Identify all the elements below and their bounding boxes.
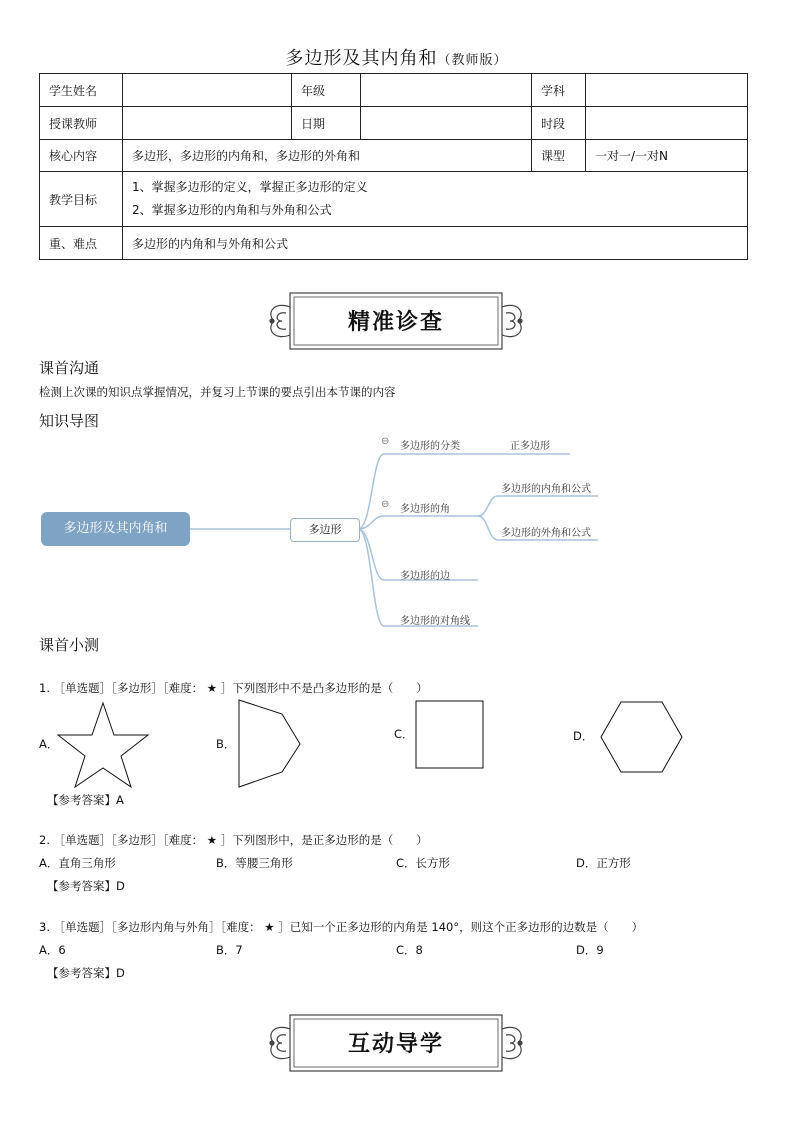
star-shape — [58, 703, 148, 787]
subject-label: 学科 — [532, 74, 586, 107]
title-sub: （教师版） — [437, 53, 508, 68]
type-label: 课型 — [532, 140, 586, 172]
q3-option-d[interactable]: D．9 — [576, 943, 604, 957]
heading-knowledge-map: 知识导图 — [39, 412, 100, 430]
mindmap-branch-diagonal[interactable]: 多边形的对角线 — [400, 616, 470, 627]
q2-option-c[interactable]: C．长方形 — [396, 856, 451, 870]
student-label: 学生姓名 — [40, 74, 123, 107]
mindmap-branch-side[interactable]: 多边形的边 — [400, 571, 450, 582]
type-value: 一对一/一对N — [586, 140, 748, 172]
collapse-icon[interactable]: ⊖ — [381, 499, 390, 510]
q3-option-a[interactable]: A．6 — [39, 943, 66, 957]
core-label: 核心内容 — [40, 140, 123, 172]
q3-option-c[interactable]: C．8 — [396, 943, 423, 957]
mindmap-branch-angle[interactable]: 多边形的角 — [400, 504, 450, 515]
title-main: 多边形及其内角和 — [285, 48, 438, 69]
period-label: 时段 — [532, 107, 586, 140]
question-1-stem: 1. ［单选题］［多边形］［难度： ★ ］下列图形中不是凸多边形的是（ ） — [39, 681, 428, 695]
key-value: 多边形的内角和与外角和公式 — [123, 227, 748, 260]
q2-option-b[interactable]: B．等腰三角形 — [216, 856, 293, 870]
mindmap-leaf-inner[interactable]: 多边形的内角和公式 — [501, 484, 591, 495]
q2-option-a[interactable]: A．直角三角形 — [39, 856, 116, 870]
goal-line-2: 2、掌握多边形的内角和与外角和公式 — [132, 203, 332, 217]
core-value: 多边形，多边形的内角和，多边形的外角和 — [123, 140, 532, 172]
heading-pre-test: 课首小测 — [39, 636, 100, 654]
key-label: 重、难点 — [40, 227, 123, 260]
q3-option-b[interactable]: B．7 — [216, 943, 243, 957]
q3-answer: 【参考答案】D — [47, 966, 125, 980]
teacher-label: 授课教师 — [40, 107, 123, 140]
pentagon-shape — [239, 700, 300, 787]
q2-answer: 【参考答案】D — [47, 879, 125, 893]
goal-line-1: 1、掌握多边形的定义，掌握正多边形的定义 — [132, 180, 368, 194]
hexagon-shape — [601, 702, 682, 772]
date-label: 日期 — [292, 107, 361, 140]
square-shape — [416, 701, 483, 768]
mindmap-polygon-node[interactable]: 多边形 — [290, 518, 360, 542]
goal-label: 教学目标 — [40, 172, 123, 227]
collapse-icon[interactable]: ⊖ — [381, 436, 390, 447]
q1-option-a[interactable]: A． — [39, 737, 59, 751]
section-banner-interactive — [262, 1009, 530, 1077]
q1-option-b[interactable]: B． — [216, 737, 236, 751]
q1-option-d[interactable]: D． — [573, 729, 594, 743]
mindmap-root-node[interactable]: 多边形及其内角和 — [41, 512, 190, 546]
mindmap-leaf-regular[interactable]: 正多边形 — [510, 441, 550, 452]
q1-answer: 【参考答案】A — [47, 793, 124, 807]
banner-title: 精准诊查 — [347, 309, 444, 335]
question-3-stem: 3. ［单选题］［多边形内角与外角］［难度： ★ ］已知一个正多边形的内角是 140°，则这个正多边形的边数是（ ） — [39, 920, 644, 934]
mindmap-branch-classify[interactable]: 多边形的分类 — [400, 441, 460, 452]
grade-label: 年级 — [292, 74, 361, 107]
mindmap-leaf-outer[interactable]: 多边形的外角和公式 — [501, 528, 591, 539]
question-2-stem: 2. ［单选题］［多边形］［难度： ★ ］下列图形中，是正多边形的是（ ） — [39, 833, 428, 847]
communication-text: 检测上次课的知识点掌握情况，并复习上节课的要点引出本节课的内容 — [39, 385, 396, 399]
banner-title: 互动导学 — [347, 1031, 444, 1057]
heading-communication: 课首沟通 — [39, 359, 100, 377]
q2-option-d[interactable]: D．正方形 — [576, 856, 631, 870]
q1-option-c[interactable]: C． — [394, 727, 414, 741]
